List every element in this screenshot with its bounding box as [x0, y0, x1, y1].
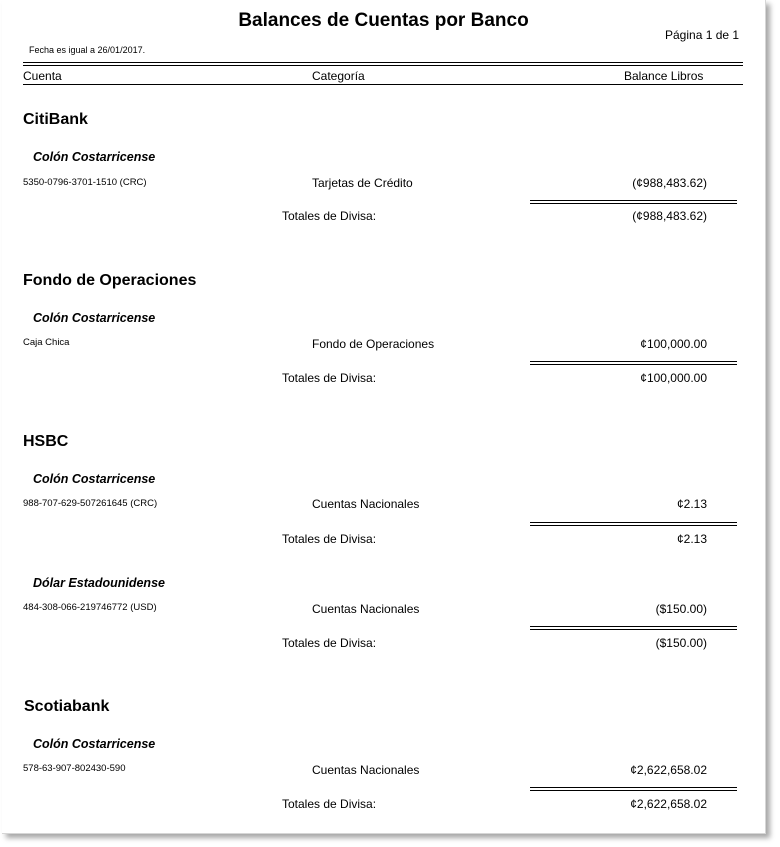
total-double-rule — [530, 787, 737, 791]
account-category: Cuentas Nacionales — [312, 763, 420, 777]
bank-name: Fondo de Operaciones — [23, 272, 197, 289]
currency-total: ($150.00) — [655, 636, 707, 650]
currency-total: ¢2.13 — [676, 532, 707, 546]
currency-name: Colón Costarricense — [33, 311, 156, 325]
account-category: Tarjetas de Crédito — [312, 176, 413, 190]
currency-totals-label: Totales de Divisa: — [282, 371, 377, 385]
total-double-rule — [530, 522, 737, 526]
account-balance: ¢2.13 — [676, 497, 707, 511]
currency-total: (¢988,483.62) — [632, 209, 707, 223]
currency-totals-label: Totales de Divisa: — [282, 209, 377, 223]
currency-totals-label: Totales de Divisa: — [282, 636, 377, 650]
account-number: 578-63-907-802430-590 — [23, 763, 126, 774]
report-title: Balances de Cuentas por Banco — [238, 10, 529, 31]
currency-name: Colón Costarricense — [33, 472, 156, 486]
account-category: Fondo de Operaciones — [312, 337, 435, 351]
account-number: 484-308-066-219746772 (USD) — [23, 602, 157, 613]
header-rule-top — [23, 62, 743, 63]
bank-name: Scotiabank — [24, 698, 110, 715]
account-category: Cuentas Nacionales — [312, 497, 420, 511]
header-rule-bottom — [23, 84, 743, 85]
page-number: Página 1 de 1 — [665, 28, 740, 42]
filter-criteria: Fecha es igual a 26/01/2017. — [29, 45, 146, 55]
column-header-category: Categoría — [312, 69, 365, 83]
header-rule-top-2 — [23, 65, 743, 66]
account-balance: ¢100,000.00 — [640, 337, 707, 351]
column-header-account: Cuenta — [23, 69, 62, 83]
currency-totals-label: Totales de Divisa: — [282, 532, 377, 546]
account-number: 988-707-629-507261645 (CRC) — [23, 498, 158, 509]
account-category: Cuentas Nacionales — [312, 602, 420, 616]
account-number: 5350-0796-3701-1510 (CRC) — [23, 177, 147, 188]
bank-name: HSBC — [23, 433, 69, 450]
column-header-balance: Balance Libros — [624, 69, 704, 83]
currency-totals-label: Totales de Divisa: — [282, 797, 377, 811]
account-balance: ¢2,622,658.02 — [630, 763, 707, 777]
account-balance: ($150.00) — [655, 602, 707, 616]
currency-name: Dólar Estadounidense — [33, 576, 165, 590]
currency-name: Colón Costarricense — [33, 737, 156, 751]
currency-name: Colón Costarricense — [33, 150, 156, 164]
total-double-rule — [530, 200, 737, 204]
account-balance: (¢988,483.62) — [632, 176, 707, 190]
currency-total: ¢2,622,658.02 — [630, 797, 707, 811]
total-double-rule — [530, 626, 737, 630]
currency-total: ¢100,000.00 — [640, 371, 707, 385]
account-number: Caja Chica — [23, 337, 70, 348]
total-double-rule — [530, 361, 737, 365]
bank-name: CitiBank — [23, 111, 88, 128]
report-page — [2, 0, 766, 834]
